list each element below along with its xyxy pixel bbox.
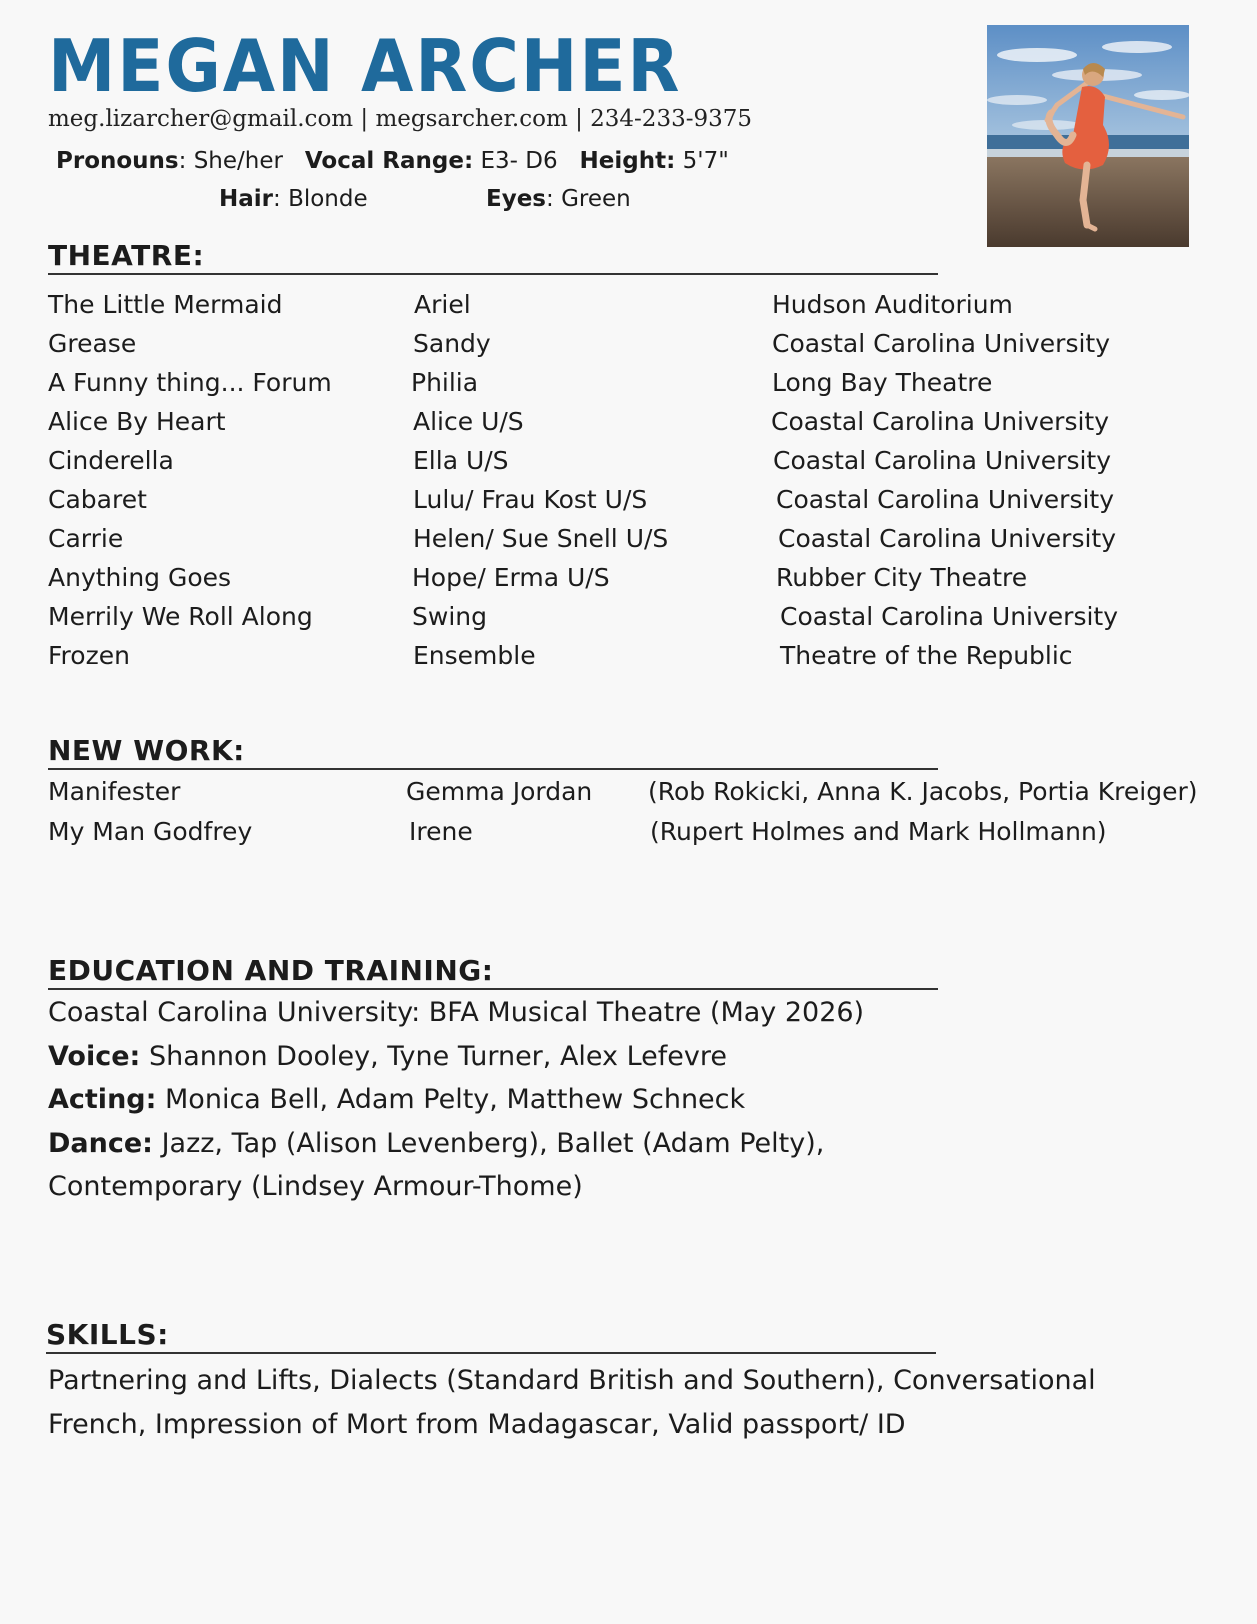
show-title: Merrily We Roll Along [48,602,313,631]
show-title: Manifester [48,777,181,806]
degree-line: Coastal Carolina University: BFA Musical Theatre (May 2026) [48,997,865,1028]
new-work-row [0,777,1257,815]
dance-line-2: Contemporary (Lindsey Armour-Thome) [48,1171,583,1202]
venue-name: Theatre of the Republic [780,641,1073,670]
skills-heading: SKILLS: [46,1319,936,1354]
theatre-row [0,368,1257,406]
vocal-range-label: Vocal Range: [304,148,474,174]
education-heading: EDUCATION AND TRAINING: [48,955,938,990]
voice-line [48,1041,727,1072]
creators-text: (Rob Rokicki, Anna K. Jacobs, Portia Kreiger) [648,777,1198,806]
show-title: Carrie [48,524,124,553]
theatre-row [0,407,1257,445]
venue-name: Hudson Auditorium [772,290,1013,319]
separator: | [360,106,369,132]
show-title: Grease [48,329,137,358]
theatre-row [0,290,1257,328]
role-name: Philia [411,368,479,397]
dance-line [48,1128,824,1159]
role-name: Lulu/ Frau Kost U/S [413,485,648,514]
phone-text: 234-233-9375 [590,106,753,132]
acting-value: Monica Bell, Adam Pelty, Matthew Schneck [165,1084,746,1115]
show-title: Alice By Heart [48,407,226,436]
hair-value: Blonde [288,186,368,212]
role-name: Ariel [414,290,471,319]
show-title: My Man Godfrey [48,817,253,846]
skills-line-2: French, Impression of Mort from Madagascar, Valid passport/ ID [48,1409,906,1440]
theatre-row [0,446,1257,484]
theatre-row [0,524,1257,562]
role-name: Irene [409,817,473,846]
show-title: Cinderella [48,446,174,475]
venue-name: Coastal Carolina University [772,329,1111,358]
role-name: Ella U/S [413,446,509,475]
email-text: meg.lizarcher@gmail.com [48,106,354,132]
theatre-row [0,485,1257,523]
dance-value: Jazz, Tap (Alison Levenberg), Ballet (Adam Pelty), [161,1128,825,1159]
height-value: 5'7" [682,148,729,174]
voice-value: Shannon Dooley, Tyne Turner, Alex Lefevre [148,1041,728,1072]
new-work-heading: NEW WORK: [48,735,938,770]
venue-name: Coastal Carolina University [780,602,1119,631]
theatre-row [0,329,1257,367]
creators-text: (Rupert Holmes and Mark Hollmann) [650,817,1107,846]
role-name: Ensemble [413,641,536,670]
headshot-photo [987,25,1189,247]
venue-name: Rubber City Theatre [776,563,1028,592]
acting-label: Acting: [48,1084,157,1115]
role-name: Helen/ Sue Snell U/S [413,524,669,553]
skills-line-1: Partnering and Lifts, Dialects (Standard British and Southern), Conversational [48,1365,1096,1396]
venue-name: Coastal Carolina University [776,485,1115,514]
contact-line [48,106,752,132]
eyes-value: Green [561,186,631,212]
show-title: A Funny thing... Forum [48,368,332,397]
pronouns-value: She/her [193,148,283,174]
stats-line-1: Pronouns: She/her Vocal Range: E3- D6 Height: 5'7" [56,148,729,174]
eyes-stat: Eyes: Green [486,186,631,212]
height-label: Height: [579,148,676,174]
separator: | [575,106,583,132]
venue-name: Long Bay Theatre [772,368,993,397]
acting-line [48,1084,745,1115]
hair-stat: Hair: Blonde [219,186,368,212]
vocal-range-value: E3- D6 [480,148,558,174]
show-title: Frozen [48,641,130,670]
role-name: Sandy [413,329,491,358]
eyes-label: Eyes [486,186,546,212]
theatre-row [0,602,1257,640]
theatre-row [0,641,1257,679]
show-title: Anything Goes [48,563,232,592]
new-work-row [0,817,1257,855]
venue-name: Coastal Carolina University [773,446,1112,475]
pronouns-label: Pronouns [56,148,179,174]
hair-label: Hair [219,186,273,212]
venue-name: Coastal Carolina University [771,407,1110,436]
dancer-photo-icon [987,25,1189,247]
theatre-heading: THEATRE: [48,240,938,275]
voice-label: Voice: [48,1041,141,1072]
show-title: Cabaret [48,485,147,514]
role-name: Alice U/S [413,407,524,436]
venue-name: Coastal Carolina University [778,524,1117,553]
role-name: Gemma Jordan [406,777,593,806]
show-title: The Little Mermaid [48,290,283,319]
resume-name: MEGAN ARCHER [48,24,682,108]
role-name: Hope/ Erma U/S [412,563,610,592]
dance-label: Dance: [48,1128,153,1159]
website-text: megsarcher.com [375,106,568,132]
theatre-row [0,563,1257,601]
role-name: Swing [412,602,487,631]
